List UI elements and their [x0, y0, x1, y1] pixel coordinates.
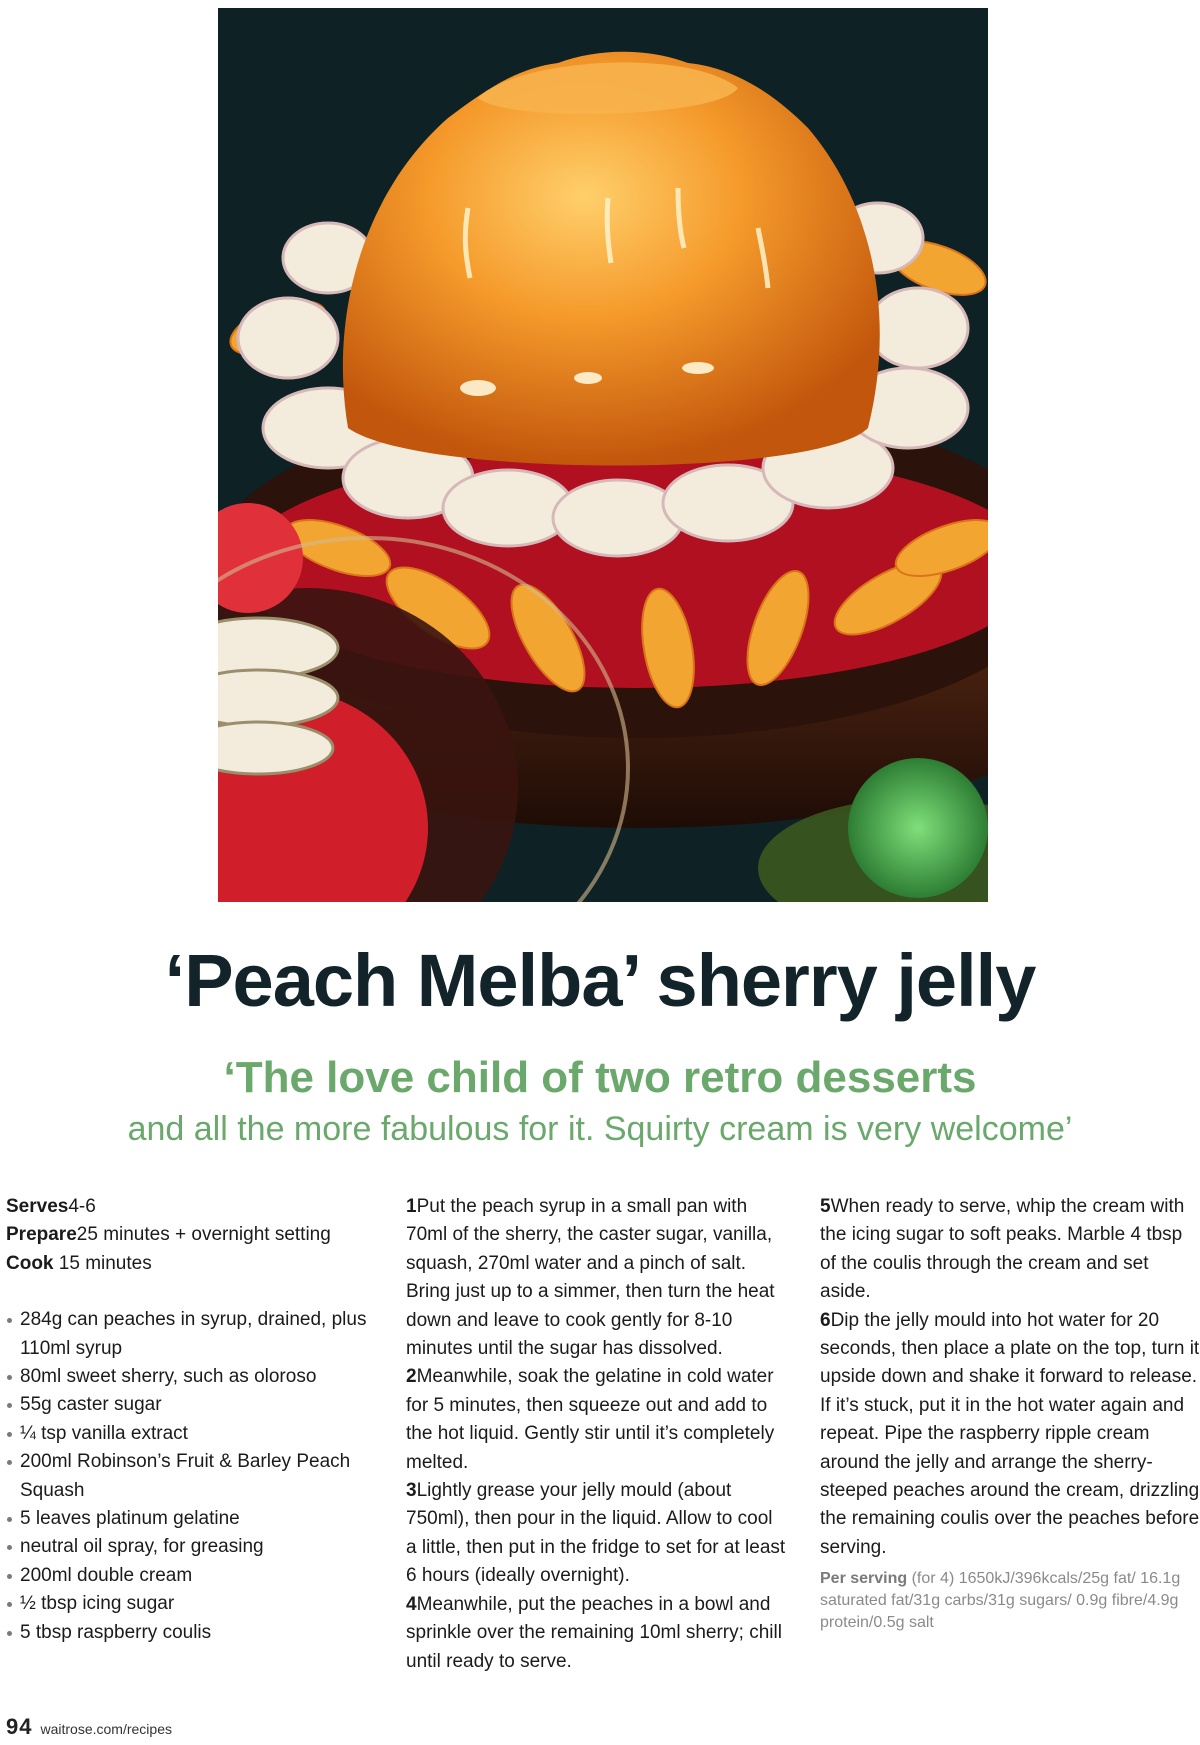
ingredient-item: ¼ tsp vanilla extract [6, 1420, 386, 1448]
step-number: 2 [406, 1366, 417, 1388]
serves-label: Serves [6, 1196, 69, 1217]
cook-row [6, 1250, 386, 1278]
recipe-title: ‘Peach Melba’ sherry jelly [164, 939, 1036, 1022]
ingredients-column [6, 1193, 386, 1647]
ingredient-item: 5 leaves platinum gelatine [6, 1505, 386, 1533]
ingredient-item: 200ml Robinson’s Fruit & Barley Peach Squash [6, 1448, 386, 1505]
serves-value: 4-6 [68, 1196, 96, 1217]
prepare-label: Prepare [6, 1224, 77, 1246]
ingredient-item: neutral oil spray, for greasing [6, 1533, 386, 1561]
cook-value: 15 minutes [53, 1252, 152, 1274]
ingredient-item: ½ tbsp icing sugar [6, 1590, 386, 1618]
prepare-row [6, 1221, 386, 1249]
ingredient-item: 284g can peaches in syrup, drained, plus 110ml syrup [6, 1306, 386, 1363]
step-text: When ready to serve, whip the cream with the icing sugar to soft peaks. Marble 4 tbsp of the coulis through the cream and set aside. [820, 1196, 1185, 1303]
step-text: Put the peach syrup in a small pan with 70ml of the sherry, the caster sugar, vanilla, squash, 270ml water and a pinch of salt. Bring just up to a simmer, then turn the heat down and leave to cook gently for 8-10 minutes until the sugar has dissolved. [406, 1196, 775, 1360]
method-column-1 [406, 1193, 786, 1676]
method-step [406, 1591, 786, 1676]
step-number: 3 [406, 1480, 417, 1502]
step-number: 6 [820, 1309, 831, 1331]
step-number: 4 [406, 1593, 417, 1615]
step-number: 1 [406, 1196, 417, 1217]
method-step [406, 1477, 786, 1591]
nutrition-text: (for 4) 1650kJ/396kcals/25g fat/ 16.1g saturated fat/31g carbs/31g sugars/ 0.9g fibre/4.9g protein/0.5g salt [820, 1570, 1181, 1632]
nutrition-label: Per serving [820, 1570, 908, 1588]
footer-url[interactable]: waitrose.com/recipes [40, 1721, 172, 1737]
method-column-2 [820, 1193, 1200, 1634]
ingredient-item: 5 tbsp raspberry coulis [6, 1619, 386, 1647]
ingredients-list [6, 1306, 386, 1647]
method-step [820, 1307, 1200, 1563]
standfirst-line-2: and all the more fabulous for it. Squirty cream is very welcome’ [127, 1110, 1073, 1148]
peach-melba-jelly-illustration [218, 8, 988, 902]
step-text: Meanwhile, put the peaches in a bowl and sprinkle over the remaining 10ml sherry; chill until ready to serve. [406, 1593, 782, 1672]
step-text: Lightly grease your jelly mould (about 750ml), then pour in the liquid. Allow to cool a little, then put in the fridge to set for at least 6 hours (ideally overnight). [406, 1480, 786, 1587]
method-step [406, 1193, 786, 1363]
ingredient-item: 80ml sweet sherry, such as oloroso [6, 1363, 386, 1391]
ingredient-item: 55g caster sugar [6, 1391, 386, 1419]
recipe-photo [218, 8, 988, 902]
cook-label: Cook [6, 1252, 54, 1274]
prepare-value: 25 minutes + overnight setting [76, 1224, 331, 1246]
serves-row [6, 1193, 386, 1221]
step-text: Meanwhile, soak the gelatine in cold water for 5 minutes, then squeeze out and add to the hot liquid. Gently stir until it’s completely melted. [406, 1366, 775, 1473]
step-number: 5 [820, 1196, 831, 1217]
page-number: 94 [6, 1714, 33, 1739]
page-footer [6, 1714, 172, 1740]
method-step [820, 1193, 1200, 1307]
method-step [406, 1363, 786, 1477]
standfirst-line-1: ‘The love child of two retro desserts [223, 1053, 977, 1102]
nutrition-info [820, 1568, 1200, 1634]
step-text: Dip the jelly mould into hot water for 20 seconds, then place a plate on the top, turn it upside down and shake it forward to release. If it’s stuck, put it in the hot water again and repeat. Pipe the raspberry ripple cream around the jelly and arrange the sherry-steeped peaches around the cream, drizzling the remaining coulis over the peaches before serving. [820, 1309, 1200, 1558]
ingredient-item: 200ml double cream [6, 1562, 386, 1590]
